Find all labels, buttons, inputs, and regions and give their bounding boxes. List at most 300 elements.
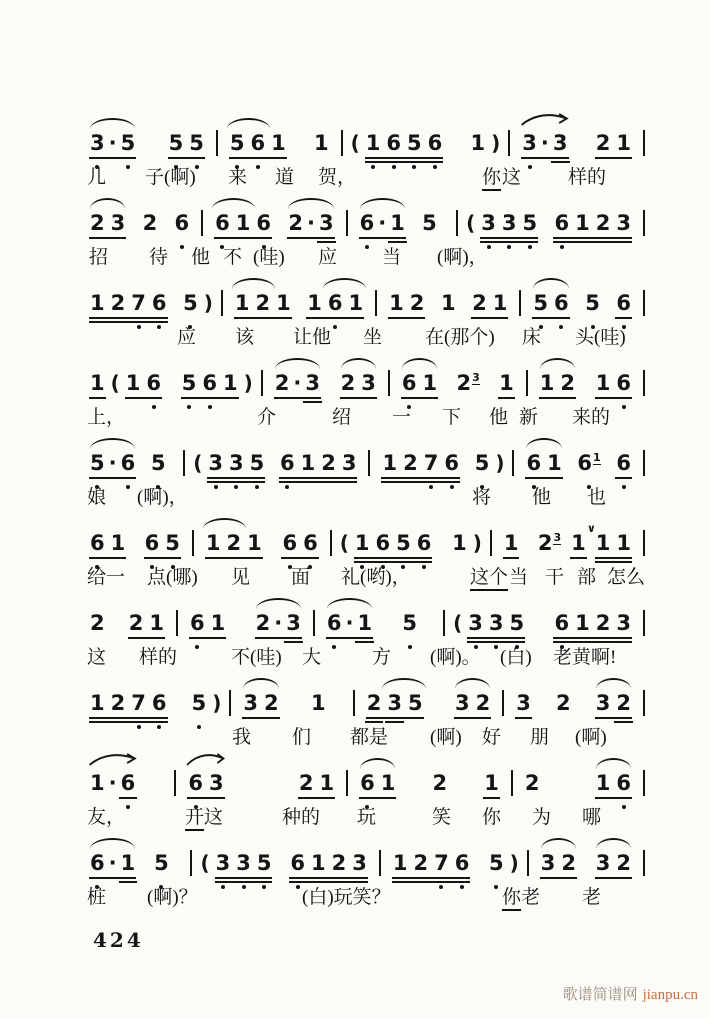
note: 2 <box>524 771 540 795</box>
note: 2 <box>364 690 385 716</box>
note: 6 <box>551 610 572 636</box>
slur <box>360 758 395 769</box>
note-group <box>185 770 226 796</box>
parenthesis: ( <box>110 371 120 395</box>
beam-line <box>274 397 321 399</box>
score-system <box>85 672 652 752</box>
note-group <box>593 130 634 156</box>
note-group <box>582 290 603 316</box>
beam-line <box>354 557 433 559</box>
lyric: 笑 <box>432 807 452 828</box>
note-group <box>87 290 170 316</box>
note: 1 <box>492 291 508 315</box>
glissando-arrow-icon <box>519 112 570 127</box>
lyric-row <box>85 642 652 672</box>
note: 6 <box>383 130 404 156</box>
lyric: (啊)， <box>437 247 488 268</box>
beam-line <box>168 157 205 159</box>
note: 3 <box>302 370 323 396</box>
barline <box>388 370 390 396</box>
barline <box>643 130 645 156</box>
lyric: 面 <box>291 567 311 588</box>
barline <box>368 450 370 476</box>
note: 6 <box>143 370 164 396</box>
note: 1 <box>595 531 611 555</box>
note-group <box>272 370 323 396</box>
slur <box>455 678 490 689</box>
note: 5 <box>151 850 172 876</box>
lyric-row <box>85 242 652 272</box>
note: 1 <box>354 610 375 636</box>
note-group <box>189 690 210 716</box>
note: 1 <box>313 131 329 155</box>
lyric: 新 <box>519 407 539 428</box>
note-group <box>363 130 446 156</box>
slur <box>90 838 135 849</box>
note: 5 <box>404 130 425 156</box>
score-system <box>85 512 652 592</box>
lyric: (啊)？ <box>147 887 198 908</box>
note-group <box>390 850 473 876</box>
note: 5 <box>179 370 200 396</box>
slur <box>227 118 270 129</box>
slur <box>596 758 631 769</box>
beam-line <box>89 717 168 719</box>
lyric: 老黄啊! <box>553 647 617 668</box>
parenthesis: ) <box>212 691 222 715</box>
note: 1 <box>310 851 326 875</box>
note-group <box>501 530 522 556</box>
lyric: 见 <box>231 567 251 588</box>
note: 3 <box>499 210 520 236</box>
note: 2 <box>90 211 105 235</box>
barline <box>519 290 521 316</box>
note: 5 <box>247 450 268 476</box>
note-group <box>535 530 564 556</box>
barline <box>643 290 645 316</box>
note: 3 <box>540 851 556 875</box>
note: 3 <box>87 130 108 156</box>
lyric: 子(啊) <box>145 167 196 188</box>
note: 6 <box>613 770 634 796</box>
lyric: 娘 <box>87 487 107 508</box>
note: 2 <box>298 771 314 795</box>
note: 1 <box>90 691 105 715</box>
note: 3 <box>616 211 631 235</box>
beam-line <box>89 477 136 479</box>
note: 1 <box>348 291 364 315</box>
beam-line <box>89 157 136 159</box>
note-group <box>279 530 320 556</box>
note: 6 <box>185 770 206 796</box>
lyric-row <box>85 162 652 192</box>
slur <box>526 438 561 449</box>
note-group <box>87 370 108 396</box>
note: 1 <box>422 371 438 395</box>
lyric: 下 <box>442 407 462 428</box>
lyric: (啊)， <box>137 487 188 508</box>
barline <box>511 770 513 796</box>
lyric: 桩 <box>87 887 107 908</box>
barline <box>229 690 231 716</box>
note: 2 <box>613 690 634 716</box>
parenthesis: ( <box>339 531 349 555</box>
lyric: 应 <box>177 327 197 348</box>
parenthesis: ( <box>193 451 203 475</box>
note: 1 <box>575 611 590 635</box>
beam-line <box>89 397 106 399</box>
note: 2 <box>595 211 611 235</box>
score-system <box>85 752 652 832</box>
lyric: 应 <box>318 247 338 268</box>
note: 1 <box>547 451 562 475</box>
note-group <box>277 450 360 476</box>
lyric: 给一 <box>87 567 126 588</box>
note-group <box>123 370 164 396</box>
barline <box>261 370 263 396</box>
note: 1 <box>247 531 262 555</box>
note-group <box>352 530 435 556</box>
lyric: 当 <box>382 247 402 268</box>
score-system <box>85 192 652 272</box>
note: $2^3$ <box>456 371 480 395</box>
note: 6 <box>613 290 634 316</box>
note: 3 <box>316 210 337 236</box>
slur <box>382 678 425 689</box>
note-group <box>574 450 603 476</box>
note: · <box>108 771 117 795</box>
lyric: 上， <box>87 407 126 428</box>
lyric: 不(哇) <box>231 647 282 668</box>
beam-line <box>503 557 520 559</box>
note: 1 <box>470 131 486 155</box>
note: 6 <box>452 850 473 876</box>
note: 2 <box>432 771 448 795</box>
lyric: 他 <box>532 487 552 508</box>
barline <box>643 610 645 636</box>
slur <box>256 598 301 609</box>
note: 7 <box>421 450 442 476</box>
slur <box>541 838 576 849</box>
note: 3 <box>243 691 259 715</box>
beam-line <box>215 877 273 879</box>
note-group <box>523 450 564 476</box>
note: 1 <box>499 371 514 395</box>
lyric: 你 <box>482 162 501 191</box>
note-group <box>399 370 440 396</box>
note: 3 <box>384 690 405 716</box>
beam-line <box>539 397 576 399</box>
lyric: 一 <box>392 407 412 428</box>
parenthesis: ) <box>491 131 501 155</box>
beam-line <box>553 637 632 639</box>
beam-line <box>89 877 136 879</box>
beam-line <box>340 397 377 399</box>
note: 1 <box>352 530 373 556</box>
note-group <box>430 770 451 796</box>
note-group <box>126 610 167 636</box>
note-group <box>357 770 398 796</box>
barline <box>643 690 645 716</box>
barline <box>490 530 492 556</box>
note: · <box>108 851 117 875</box>
watermark <box>563 983 698 1004</box>
beam-line <box>595 557 632 559</box>
beam-line <box>532 317 569 319</box>
note: 1 <box>90 371 105 395</box>
note: 1 ∨ <box>568 530 589 556</box>
barline <box>341 130 343 156</box>
note: 6 <box>414 530 435 556</box>
note: $2^3$ <box>537 531 562 555</box>
note-group <box>87 690 170 716</box>
barline <box>192 530 194 556</box>
lyric: 这 <box>502 167 522 188</box>
lyric: 部 <box>577 567 597 588</box>
beam-line <box>483 797 500 799</box>
note: 6 <box>551 210 572 236</box>
beam-line <box>289 877 368 879</box>
slur <box>323 278 366 289</box>
note: 2 <box>475 691 491 715</box>
note: 5 <box>399 610 420 636</box>
beam-line <box>89 557 126 559</box>
note-group <box>187 610 228 636</box>
lyric-row <box>85 322 652 352</box>
note-group <box>519 130 570 156</box>
note: 1 <box>205 531 221 555</box>
score-system <box>85 272 652 352</box>
lyric: 当 <box>509 567 529 588</box>
note-group <box>227 130 289 156</box>
note: 5 <box>189 690 210 716</box>
note-group <box>180 290 201 316</box>
barline <box>643 210 645 236</box>
note-group <box>166 130 207 156</box>
note: 3 <box>486 610 507 636</box>
note: 2 <box>110 291 126 315</box>
parenthesis: ) <box>203 291 213 315</box>
note: 5 <box>166 130 187 156</box>
lyric: 他 <box>191 247 211 268</box>
note: 1 <box>118 850 139 876</box>
barline <box>313 610 315 636</box>
note: 2 <box>331 851 347 875</box>
lyric: 这 <box>87 647 107 668</box>
note: 6 <box>212 210 233 236</box>
beam-line <box>359 237 406 239</box>
lyric-row <box>85 882 652 912</box>
note: 2 <box>413 851 429 875</box>
lyric: 礼(哟)， <box>341 567 411 588</box>
note: 5 <box>472 450 493 476</box>
watermark-site-link[interactable]: jianpu.cn <box>642 987 698 1003</box>
note: 5 <box>486 850 507 876</box>
note-group <box>364 690 426 716</box>
lyric: 大 <box>302 647 322 668</box>
note: 6 <box>300 530 321 556</box>
note: 2 <box>128 611 144 635</box>
note: 6 <box>325 290 346 316</box>
beam-line <box>365 157 444 159</box>
note: 7 <box>128 690 149 716</box>
barline <box>221 290 223 316</box>
notation-row <box>85 832 652 880</box>
note: 1 <box>616 531 631 555</box>
note-group <box>468 130 489 156</box>
note: 3 <box>352 851 367 875</box>
barline <box>330 530 332 556</box>
note-group <box>151 850 172 876</box>
beam-line <box>388 317 425 319</box>
lyric: 在(那个) <box>425 327 495 348</box>
beam-line <box>234 317 292 319</box>
note: 2 <box>616 851 632 875</box>
note-group <box>593 370 634 396</box>
lyric: 绍 <box>332 407 352 428</box>
note: 1 <box>595 771 611 795</box>
score-system <box>85 352 652 432</box>
note-group <box>148 450 169 476</box>
note: 6 <box>357 770 378 796</box>
beam-line <box>214 237 272 239</box>
slur <box>533 278 568 289</box>
score-system <box>85 832 652 912</box>
note-group <box>613 290 634 316</box>
note-group <box>87 210 128 236</box>
lyric: 该 <box>235 327 255 348</box>
barline <box>502 690 504 716</box>
note-group <box>496 370 517 396</box>
lyric: 干 <box>545 567 565 588</box>
note: 5 <box>507 610 528 636</box>
note: 5 <box>118 130 139 156</box>
beam-line <box>128 637 165 639</box>
note: 6 <box>247 130 268 156</box>
note: 3 <box>341 451 357 475</box>
note-group <box>593 690 634 716</box>
barline <box>643 370 645 396</box>
note-group <box>253 610 304 636</box>
beam-line <box>229 157 287 159</box>
slur <box>243 678 278 689</box>
note: 6 <box>523 450 544 476</box>
watermark-site-name: 歌谱简谱网 <box>562 987 638 1003</box>
note: 2 <box>409 291 425 315</box>
lyric: 们 <box>292 727 312 748</box>
lyric: 为 <box>532 807 552 828</box>
note-group <box>386 290 427 316</box>
note: 6 <box>613 370 634 396</box>
slur <box>90 198 125 209</box>
beam-line <box>467 637 525 639</box>
lyric: 介 <box>257 407 277 428</box>
beam-line <box>515 717 532 719</box>
barline <box>456 210 458 236</box>
note: 1 <box>90 291 105 315</box>
note-group <box>308 690 329 716</box>
note: 2 <box>264 691 279 715</box>
note: 1 <box>387 210 408 236</box>
note-group <box>142 530 183 556</box>
note: 3 <box>110 211 126 235</box>
beam-line <box>125 397 162 399</box>
beam-line <box>189 637 226 639</box>
lyric: 老 <box>582 887 602 908</box>
beam-line <box>205 557 263 559</box>
note: 3 <box>283 610 304 636</box>
beam-line <box>359 797 396 799</box>
note: 5 <box>254 850 275 876</box>
barline <box>346 210 348 236</box>
beam-line <box>187 797 224 799</box>
note: 6 <box>613 450 634 476</box>
notation-row <box>85 112 652 160</box>
lyric: (啊) <box>430 727 462 748</box>
note: 3 <box>616 611 631 635</box>
beam-line <box>326 637 373 639</box>
beam-line <box>615 317 632 319</box>
barline <box>643 850 645 876</box>
barline <box>508 130 510 156</box>
note-group <box>379 450 462 476</box>
lyric: 样的 <box>568 167 607 188</box>
notation-row <box>85 272 652 320</box>
slur <box>402 358 437 369</box>
note-group <box>593 850 634 876</box>
barline <box>183 450 185 476</box>
barline <box>201 210 203 236</box>
note-group <box>172 210 193 236</box>
lyric-row <box>85 562 652 592</box>
barline <box>643 450 645 476</box>
note-group <box>179 370 241 396</box>
note: · <box>108 451 117 475</box>
note: 5 <box>180 290 201 316</box>
lyric: 来的 <box>572 407 611 428</box>
lyric: 床 <box>522 327 542 348</box>
beam-line <box>615 477 632 479</box>
barline <box>443 610 445 636</box>
barline <box>176 610 178 636</box>
note: 6 <box>149 690 170 716</box>
glissando-arrow-icon <box>185 752 226 767</box>
note: 3 <box>516 691 531 715</box>
lyric: (哇) <box>253 247 285 268</box>
note-group <box>513 690 534 716</box>
note: · <box>378 211 387 235</box>
note-group <box>205 450 267 476</box>
note-group <box>213 850 275 876</box>
note-group <box>593 770 634 796</box>
note-group <box>87 610 108 636</box>
note-group <box>232 290 294 316</box>
note: · <box>108 131 117 155</box>
note: 3 <box>595 691 611 715</box>
lyric: (啊) <box>575 727 607 748</box>
note-group <box>551 210 634 236</box>
note-group <box>311 130 332 156</box>
note: 1 <box>363 130 384 156</box>
notation-row <box>85 352 652 400</box>
lyric: 这 <box>204 807 224 828</box>
note: 6 <box>118 770 139 796</box>
note: · <box>540 131 549 155</box>
note: · <box>274 611 283 635</box>
note-group <box>87 450 138 476</box>
lyric: 道 <box>275 167 295 188</box>
note-group <box>240 690 281 716</box>
